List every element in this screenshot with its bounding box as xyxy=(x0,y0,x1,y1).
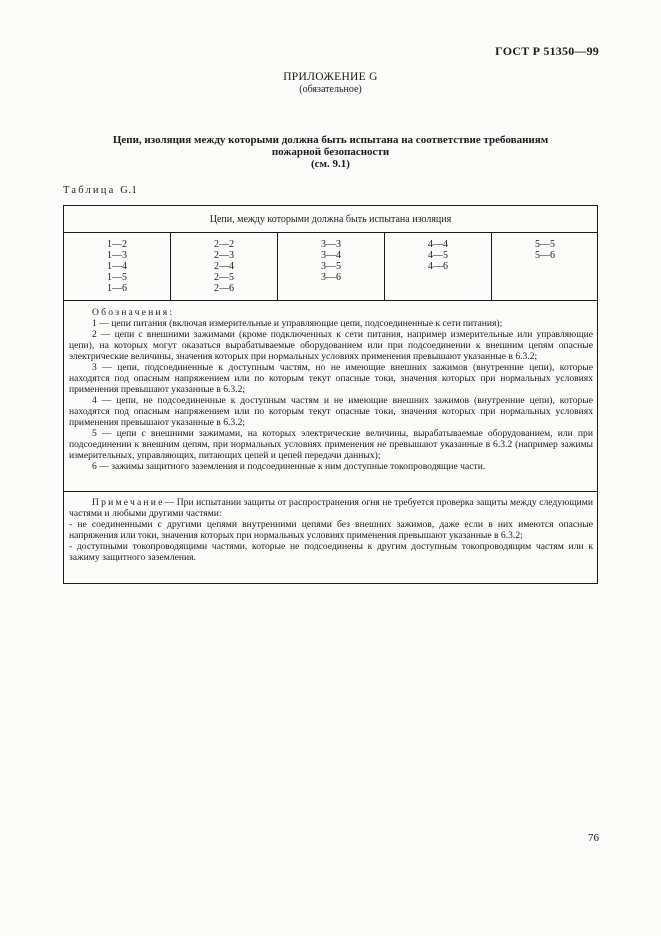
remark-item: - не соединенными с другими цепями внутренними цепями без внешних зажимов, даже если в них имеются опасные напряжения или токи, значения которых при нормальных условиях применения превышают указанные в 6.3.2; xyxy=(69,519,593,541)
table-column-1 xyxy=(64,239,170,294)
table-cell: 2—5 xyxy=(214,272,234,283)
heading-line-1: Цепи, изоляция между которыми должна быть испытана на соответствие требованиям xyxy=(112,134,549,146)
table-cell: 1—2 xyxy=(107,239,127,250)
notes-divider xyxy=(64,491,597,492)
table-column-2 xyxy=(171,239,277,294)
table-header: Цепи, между которыми должна быть испытана изоляция xyxy=(209,214,452,225)
table-column-5 xyxy=(492,239,598,261)
table-caption xyxy=(63,185,137,196)
document-code: ГОСТ Р 51350—99 xyxy=(495,44,599,58)
table-column-3 xyxy=(278,239,384,283)
table-cell: 2—4 xyxy=(214,261,234,272)
appendix-title: ПРИЛОЖЕНИЕ G xyxy=(283,71,378,83)
table-cell: 4—6 xyxy=(428,261,448,272)
legend-item: 6 — зажимы защитного заземления и подсоединенные к ним доступные токопроводящие части. xyxy=(92,461,486,472)
table-caption-number: G.1 xyxy=(120,185,138,196)
table-cell: 4—4 xyxy=(428,239,448,250)
table-cell: 4—5 xyxy=(428,250,448,261)
header-divider xyxy=(64,232,597,233)
table-cell: 2—6 xyxy=(214,283,234,294)
table-cell: 1—3 xyxy=(107,250,127,261)
table-column-4 xyxy=(385,239,491,272)
table-cell: 5—5 xyxy=(535,239,555,250)
table-caption-word: Таблица xyxy=(63,185,116,196)
table-cell: 1—4 xyxy=(107,261,127,272)
remark-block xyxy=(64,497,597,563)
table-cell: 3—3 xyxy=(321,239,341,250)
body-divider xyxy=(64,300,597,301)
remark-lead xyxy=(69,497,593,519)
table-cell: 3—6 xyxy=(321,272,341,283)
remark-label: Примечание xyxy=(92,497,165,508)
table-cell: 3—5 xyxy=(321,261,341,272)
legend-notes xyxy=(64,307,597,472)
remark-item: - доступными токопроводящими частями, которые не подсоединены к другим доступным токопроводящим частям или к зажиму защитного заземления. xyxy=(69,541,593,563)
table-cell: 3—4 xyxy=(321,250,341,261)
legend-title: Обозначения: xyxy=(92,307,175,318)
page-number: 76 xyxy=(588,832,599,844)
legend-item: 2 — цепи с внешними зажимами (кроме подключенных к сети питания, например измерительные или управляющие цепи), на которых могут оказаться вырабатываемые оборудованием или при подсоединении к внешним цепям опасные электрические величины, значения которых при нормальных условиях применения превышают указанные в 6.3.2; xyxy=(69,329,593,362)
legend-item: 3 — цепи, подсоединенные к доступным частям, но не имеющие внешних зажимов (внутренние цепи), которые находятся под опасным напряжением или по которым текут опасные токи, значения которых при нормальных условиях применения превышают указанные в 6.3.2; xyxy=(69,362,593,395)
table-cell: 2—3 xyxy=(214,250,234,261)
legend-item: 1 — цепи питания (включая измерительные и управляющие цепи, подсоединенные к сети питания); xyxy=(92,318,503,329)
heading-line-3: (см. 9.1) xyxy=(311,158,350,170)
remark-text: — При испытании защиты от распространения огня не требуется проверка защиты между следующими частями и любыми другими частями: xyxy=(69,497,593,519)
section-heading xyxy=(60,134,601,170)
table-cell: 5—6 xyxy=(535,250,555,261)
legend-item: 5 — цепи с внешними зажимами, на которых электрические величины, вырабатываемые оборудованием, или при подсоединении к внешним цепям, при нормальных условиях применения не превышают указанные в 6.3.2 (например зажимы измерительных, управляющих, питающих цепей и цепей передачи данных); xyxy=(69,428,593,461)
table-cell: 1—6 xyxy=(107,283,127,294)
appendix-status: (обязательное) xyxy=(299,84,362,95)
table-cell: 1—5 xyxy=(107,272,127,283)
table-g1 xyxy=(63,205,598,584)
legend-item: 4 — цепи, не подсоединенные к доступным частям и не имеющие внешних зажимов (внутренние цепи), которые находятся под опасным напряжением или по которым текут опасные токи, значения которых при нормальных условиях применения превышают указанные в 6.3.2; xyxy=(69,395,593,428)
heading-line-2: пожарной безопасности xyxy=(271,146,390,158)
table-cell: 2—2 xyxy=(214,239,234,250)
